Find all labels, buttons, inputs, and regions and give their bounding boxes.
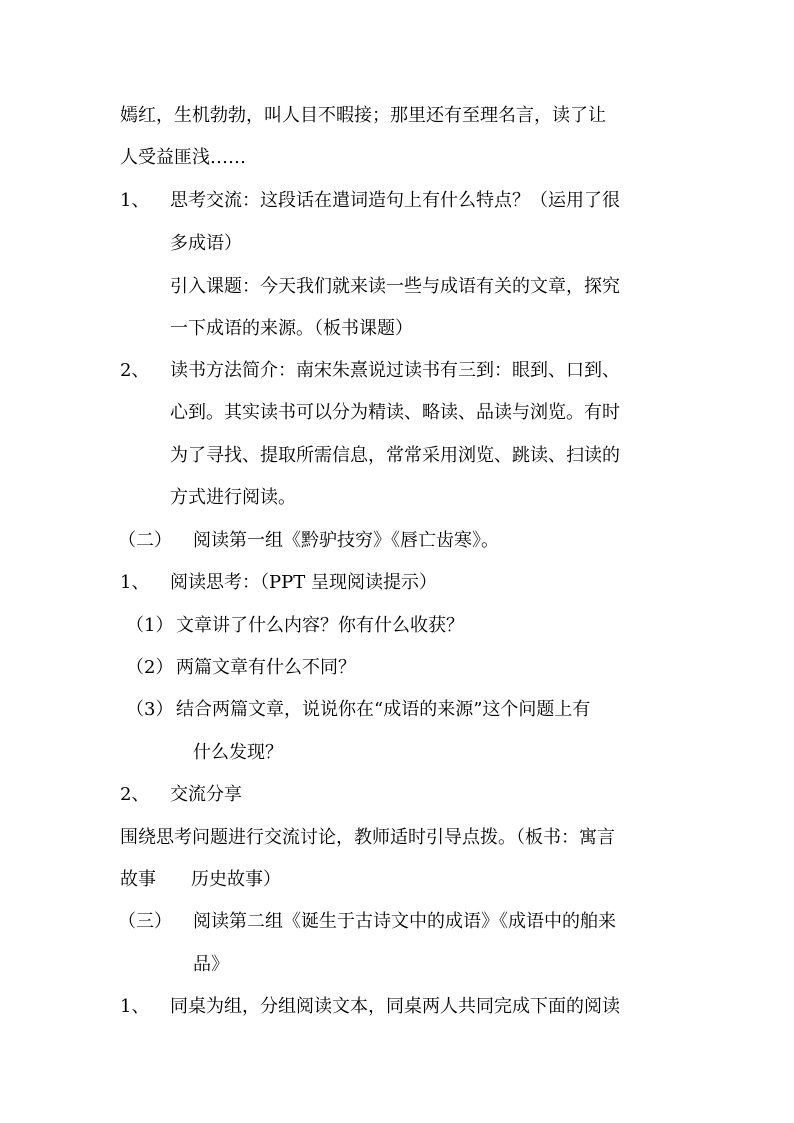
s3item1-text: 同桌为组，分组阅读文本，同桌两人共同完成下面的阅读 xyxy=(170,996,620,1017)
item-number: 1、 xyxy=(120,996,150,1017)
item-number: 1、 xyxy=(120,190,150,211)
item1-line-1: 思考交流：这段话在遣词造句上有什么特点？（运用了很 xyxy=(170,190,620,211)
discussion-line-2a: 故事 xyxy=(120,869,156,890)
item2-line-1: 读书方法简介：南宋朱熹说过读书有三到：眼到、口到、 xyxy=(170,360,620,381)
discussion-line-2b: 历史故事） xyxy=(191,869,281,890)
item2-line-4: 方式进行阅读。 xyxy=(170,487,296,508)
s2item2-text: 交流分享 xyxy=(170,784,242,805)
section3-line-2: 品》 xyxy=(193,954,229,975)
question-number: （1） xyxy=(126,615,174,636)
item2-line-3: 为了寻找、提取所需信息，常常采用浏览、跳读、扫读的 xyxy=(170,445,620,466)
question-1-text: 文章讲了什么内容？你有什么收获？ xyxy=(176,615,464,636)
item-number: 2、 xyxy=(120,784,150,805)
item1-line-2: 多成语） xyxy=(170,233,242,254)
s2item1-text: 阅读思考：（PPT 呈现阅读提示） xyxy=(170,572,437,593)
intro-line-1: 嫣红，生机勃勃，叫人目不暇接；那里还有至理名言，读了让 xyxy=(120,105,606,126)
item1-line-3: 引入课题：今天我们就来读一些与成语有关的文章，探究 xyxy=(170,276,620,297)
item-number: 1、 xyxy=(120,572,150,593)
section-number: （三） xyxy=(118,911,172,932)
discussion-line-1: 围绕思考问题进行交流讨论，教师适时引导点拨。（板书：寓言 xyxy=(120,827,615,848)
question-3-line-1: 结合两篇文章，说说你在“成语的来源”这个问题上有 xyxy=(176,699,591,720)
item2-line-2: 心到。其实读书可以分为精读、略读、品读与浏览。有时 xyxy=(170,402,620,423)
question-2-text: 两篇文章有什么不同？ xyxy=(176,657,356,678)
item-number: 2、 xyxy=(120,360,150,381)
intro-line-2: 人受益匪浅…… xyxy=(120,147,246,168)
item1-line-4: 一下成语的来源。（板书课题） xyxy=(170,318,413,339)
section3-line-1: 阅读第二组《诞生于古诗文中的成语》《成语中的舶来 xyxy=(193,911,616,932)
section-number: （二） xyxy=(118,530,172,551)
question-number: （3） xyxy=(126,699,174,720)
question-3-line-2: 什么发现？ xyxy=(193,742,283,763)
section2-title: 阅读第一组《黔驴技穷》《唇亡齿寒》。 xyxy=(193,530,499,551)
question-number: （2） xyxy=(126,657,174,678)
